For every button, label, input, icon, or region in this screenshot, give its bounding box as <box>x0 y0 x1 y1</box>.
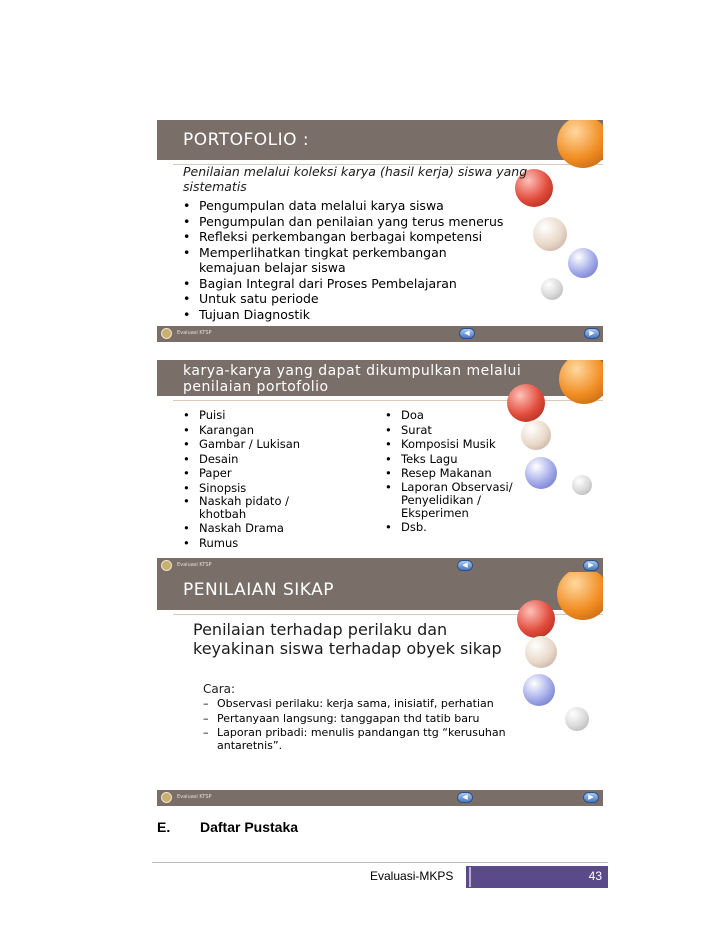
list-item: • Tujuan Diagnostik <box>183 307 583 323</box>
logo-icon <box>161 792 172 803</box>
section-heading <box>157 819 298 835</box>
arrow-left-icon[interactable]: ◀ <box>457 792 473 803</box>
list-item: • Rumus <box>183 536 363 551</box>
list-item: • Surat <box>385 423 565 438</box>
slide-portofolio <box>157 120 603 342</box>
arrow-left-icon[interactable]: ◀ <box>459 328 475 339</box>
page-box-accent <box>469 867 471 887</box>
list-item: • Komposisi Musik <box>385 437 565 452</box>
footer-label: Evaluasi KTSP <box>177 794 212 800</box>
decorative-orb-icon <box>525 636 557 668</box>
arrow-left-icon[interactable]: ◀ <box>457 560 473 571</box>
list-item: • Desain <box>183 452 363 467</box>
decorative-orb-icon <box>565 707 589 731</box>
slide-footer <box>157 790 603 806</box>
list-item: • Resep Makanan <box>385 466 565 481</box>
list-item: • Dsb. <box>385 520 565 535</box>
list-item: • Doa <box>385 408 565 423</box>
arrow-right-icon[interactable]: ▶ <box>583 792 599 803</box>
logo-icon <box>161 560 172 571</box>
list-item: • Untuk satu periode <box>183 291 583 307</box>
slide-footer <box>157 326 603 342</box>
list-item: • Refleksi perkembangan berbagai kompetensi <box>183 229 583 245</box>
list-item: – Observasi perilaku: kerja sama, inisiatif, perhatian <box>203 698 513 711</box>
slide-intro: Penilaian melalui koleksi karya (hasil kerja) siswa yang sistematis <box>183 164 528 194</box>
list-item: • Naskah Drama <box>183 521 363 536</box>
footer-label: Evaluasi KTSP <box>177 330 212 336</box>
arrow-right-icon[interactable]: ▶ <box>583 560 599 571</box>
slide-sikap <box>157 572 603 806</box>
footer-label: Evaluasi KTSP <box>177 562 212 568</box>
decorative-orb-icon <box>559 360 603 404</box>
logo-icon <box>161 328 172 339</box>
list-item: • Pengumpulan data melalui karya siswa <box>183 198 583 214</box>
list-item: • Memperlihatkan tingkat perkembangan kemajuan belajar siswa <box>183 245 459 276</box>
decorative-orb-icon <box>572 475 592 495</box>
arrow-right-icon[interactable]: ▶ <box>584 328 600 339</box>
slide-title: PORTOFOLIO : <box>183 130 310 150</box>
list-item: • Sinopsis <box>183 481 363 496</box>
list-item: – Pertanyaan langsung: tanggapan thd tatib baru <box>203 713 513 726</box>
page-number: 43 <box>588 869 602 883</box>
list-item: • Karangan <box>183 423 363 438</box>
list-item: – Laporan pribadi: menulis pandangan ttg “kerusuhan antaretnis”. <box>203 727 513 752</box>
list-item: • Pengumpulan dan penilaian yang terus menerus <box>183 214 583 230</box>
slide-title: karya-karya yang dapat dikumpulkan melalui penilaian portofolio <box>183 363 522 395</box>
decorative-orb-icon <box>557 572 603 620</box>
footer-divider <box>152 862 608 863</box>
section-title: Daftar Pustaka <box>200 819 299 835</box>
list-item: • Laporan Observasi/ Penyelidikan / Eksperimen <box>385 481 551 520</box>
slide-lead: Penilaian terhadap perilaku dan keyakinan siswa terhadap obyek sikap <box>193 620 502 658</box>
page-number-box <box>466 866 608 888</box>
bullet-list-left <box>183 408 363 550</box>
list-item: • Puisi <box>183 408 363 423</box>
decorative-orb-icon <box>557 120 603 168</box>
cara-label: Cara: <box>203 682 236 696</box>
section-letter: E. <box>157 819 171 835</box>
method-list <box>203 698 513 752</box>
decorative-orb-icon <box>517 600 555 638</box>
list-item: • Gambar / Lukisan <box>183 437 363 452</box>
list-item: • Naskah pidato / khotbah <box>183 495 329 521</box>
list-item: • Teks Lagu <box>385 452 565 467</box>
bullet-list-right <box>385 408 565 534</box>
slide-karya <box>157 360 603 574</box>
slide-title: PENILAIAN SIKAP <box>183 580 335 600</box>
decorative-orb-icon <box>523 674 555 706</box>
list-item: • Bagian Integral dari Proses Pembelajaran <box>183 276 583 292</box>
list-item: • Paper <box>183 466 363 481</box>
slide-title-bar <box>157 120 603 160</box>
bullet-list <box>183 198 583 322</box>
footer-label: Evaluasi-MKPS <box>370 869 454 883</box>
